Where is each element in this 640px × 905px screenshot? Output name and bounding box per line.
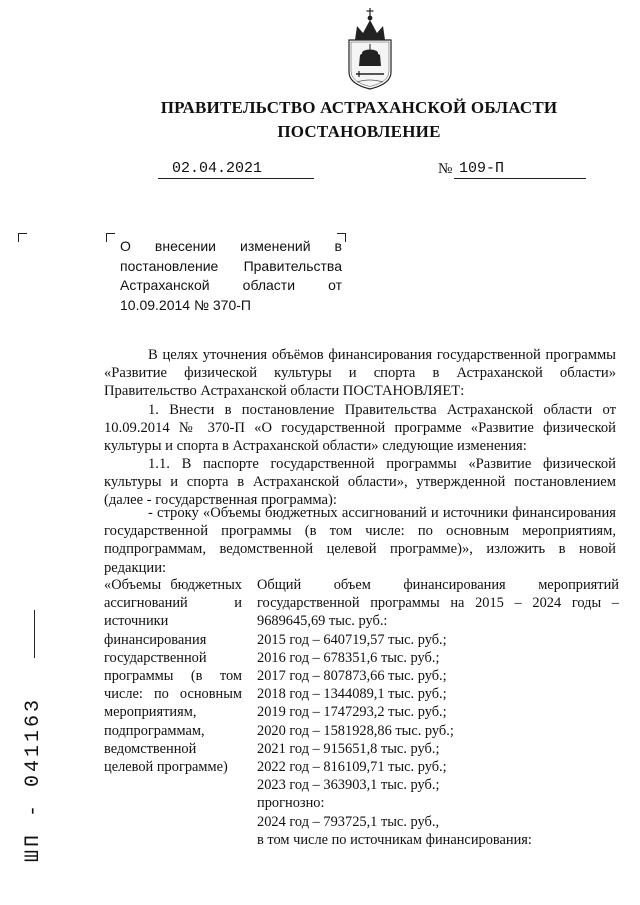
subject-bracket-open-mark [106, 233, 115, 242]
item-1-paragraph: 1. Внести в постановление Правительства Астраханской области от 10.09.2014 № 370-П «О государственной программе «Развитие физической культуры и спорта в Астраханской области» следующие изменения: [104, 402, 616, 455]
number-underline [454, 178, 586, 179]
financing-sources-text: в том числе по источникам финансирования: [257, 831, 532, 848]
year-amount-item: 2018 год – 1344089,1 тыс. руб.; [257, 686, 447, 703]
item-1-1-paragraph: 1.1. В паспорте государственной программы «Развитие физической культуры и спорта в Астраханской области», утвержденной постановлением (далее - государственная программа): [104, 456, 616, 509]
decree-subject: О внесении изменений в постановление Правительства Астраханской области от 10.09.2014 № 370-П [120, 238, 342, 313]
table-row-label: «Объемы бюджетных ассигнований и источники финансирования государственной программы (в том числе: по основным мероприятиям, подпрограммам, ведомственной целевой программе) [104, 577, 242, 776]
year-amount-item: 2021 год – 915651,8 тыс. руб.; [257, 740, 440, 757]
year-amount-item: 2023 год – 363903,1 тыс. руб.; [257, 777, 440, 794]
year-amount-item: 2020 год – 1581928,86 тыс. руб.; [257, 722, 454, 739]
document-type-title: ПОСТАНОВЛЕНИЕ [277, 122, 441, 141]
table-row-value [257, 576, 619, 849]
forecast-label: прогнозно: [257, 795, 325, 812]
form-serial-number: ШП - 041163 [22, 696, 45, 862]
document-number: 109-П [459, 160, 505, 177]
forecast-amount-item: 2024 год – 793725,1 тыс. руб., [257, 813, 440, 830]
year-amount-item: 2022 год – 816109,71 тыс. руб.; [257, 759, 447, 776]
total-financing-text: Общий объем финансирования мероприятий государственной программы на 2015 – 2024 годы – 9689645,69 тыс. руб.: [257, 577, 619, 630]
preamble-paragraph: В целях уточнения объёмов финансирования государственной программы «Развитие физической культуры и спорта в Астраханской области» Правительство Астраханской области ПОСТАНОВЛЯЕТ: [104, 347, 616, 400]
document-date: 02.04.2021 [172, 160, 263, 177]
year-amount-item: 2019 год – 1747293,2 тыс. руб.; [257, 704, 447, 721]
year-amount-item: 2016 год – 678351,6 тыс. руб.; [257, 649, 440, 666]
government-title: ПРАВИТЕЛЬСТВО АСТРАХАНСКОЙ ОБЛАСТИ [160, 98, 558, 117]
year-amount-item: 2015 год – 640719,57 тыс. руб.; [257, 631, 447, 648]
serial-margin-line [34, 610, 35, 658]
coat-of-arms-icon [345, 6, 395, 90]
left-bracket-mark [18, 233, 27, 242]
year-amount-item: 2017 год – 807873,66 тыс. руб.; [257, 668, 447, 685]
number-label: № [438, 161, 453, 177]
amendment-intro-paragraph: - строку «Объемы бюджетных ассигнований и источники финансирования государственной программы (в том числе: по основным мероприятиям, подпрограммам, ведомственной целевой программе)», изложить в новой редакции: [104, 505, 616, 576]
date-underline [158, 178, 314, 179]
